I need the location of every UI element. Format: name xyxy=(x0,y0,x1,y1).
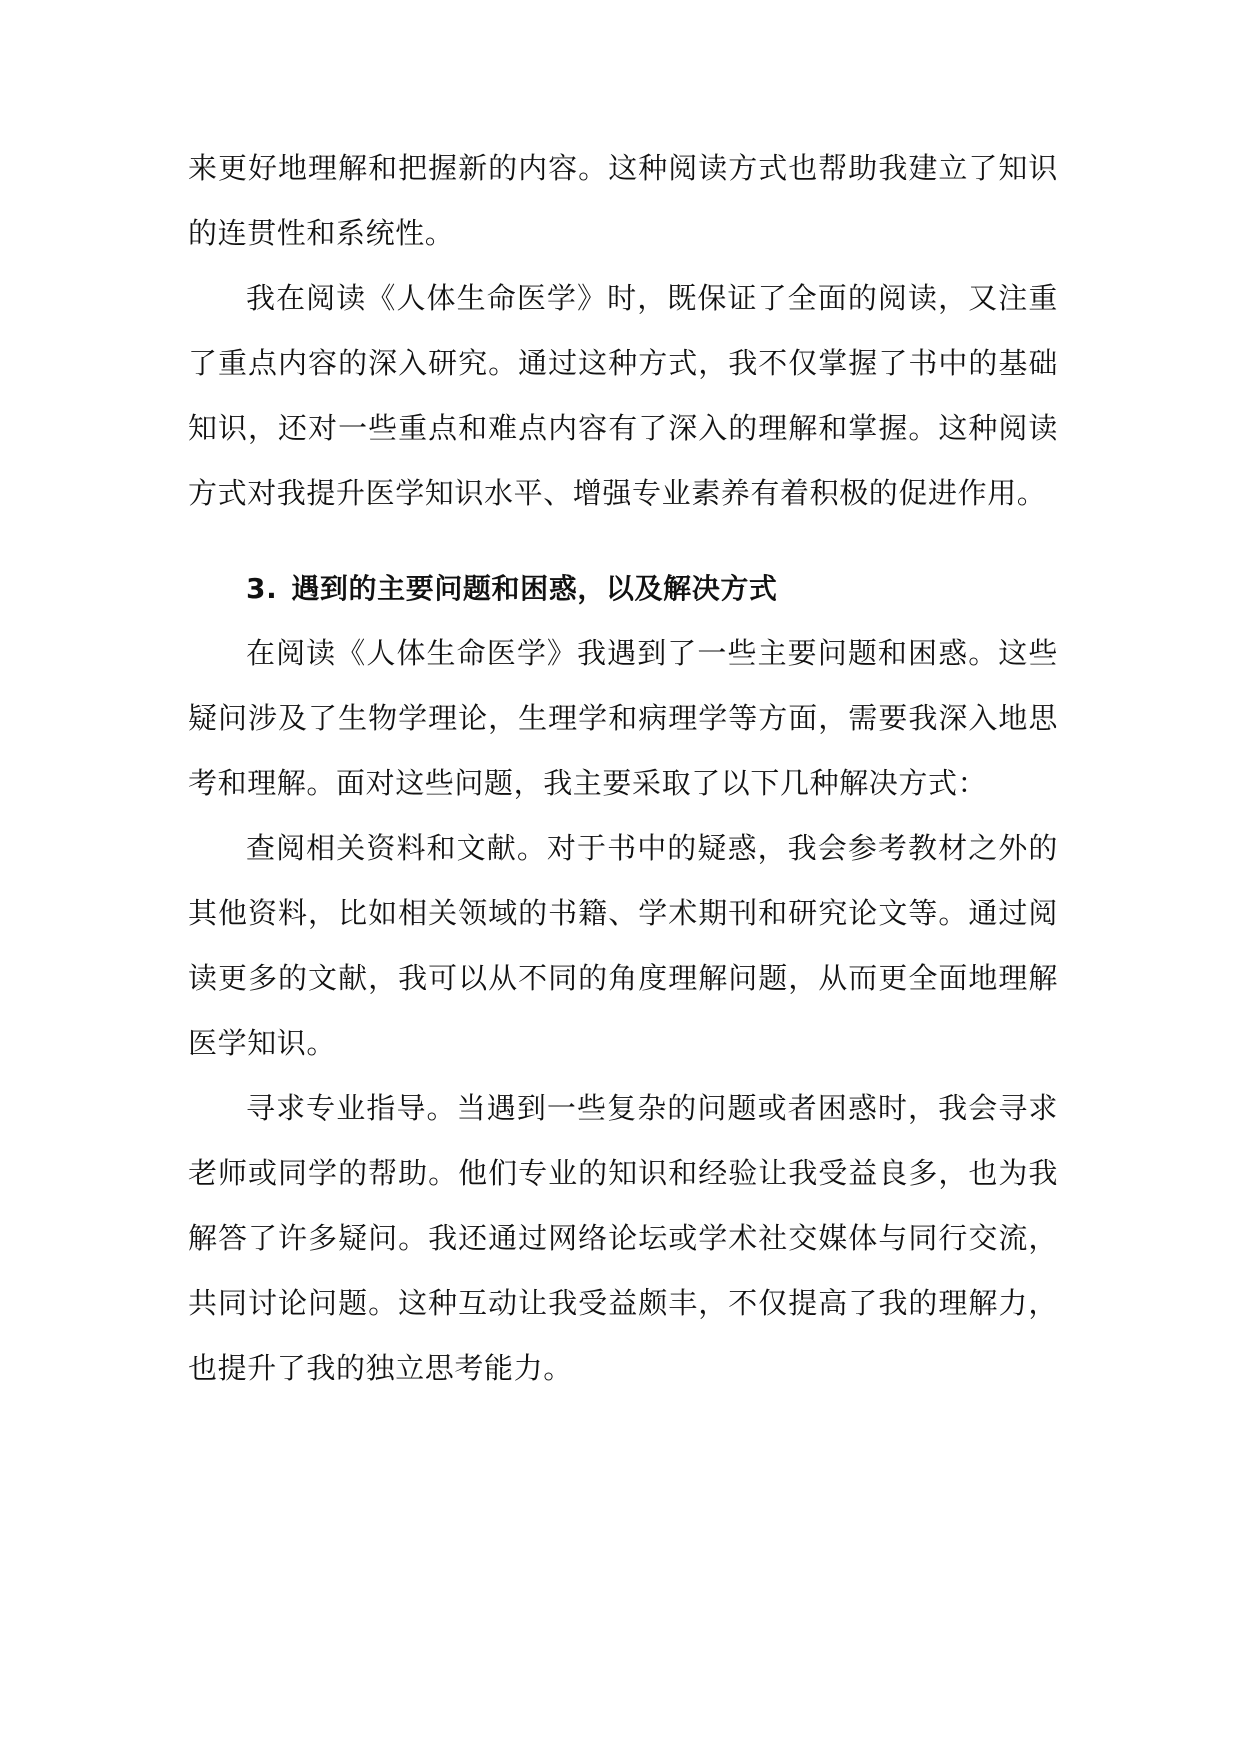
paragraph-continuation: 来更好地理解和把握新的内容。这种阅读方式也帮助我建立了知识的连贯性和系统性。 xyxy=(188,151,1058,250)
paragraph-consult-literature: 查阅相关资料和文献。对于书中的疑惑，我会参考教材之外的其他资料，比如相关领域的书籍、学术期刊和研究论文等。通过阅读更多的文献，我可以从不同的角度理解问题，从而更全面地理解医学知识。 xyxy=(188,831,1058,1060)
section-heading xyxy=(188,556,1058,621)
document-body xyxy=(188,136,1058,1401)
section-title: 遇到的主要问题和困惑，以及解决方式 xyxy=(291,572,778,605)
section-number: 3. xyxy=(246,572,278,605)
paragraph-reading-method: 我在阅读《人体生命医学》时，既保证了全面的阅读，又注重了重点内容的深入研究。通过这种方式，我不仅掌握了书中的基础知识，还对一些重点和难点内容有了深入的理解和掌握。这种阅读方式对我提升医学知识水平、增强专业素养有着积极的促进作用。 xyxy=(188,281,1058,510)
paragraph-seek-guidance: 寻求专业指导。当遇到一些复杂的问题或者困惑时，我会寻求老师或同学的帮助。他们专业的知识和经验让我受益良多，也为我解答了许多疑问。我还通过网络论坛或学术社交媒体与同行交流，共同讨论问题。这种互动让我受益颇丰，不仅提高了我的理解力，也提升了我的独立思考能力。 xyxy=(188,1091,1058,1385)
paragraph-problems-intro: 在阅读《人体生命医学》我遇到了一些主要问题和困惑。这些疑问涉及了生物学理论，生理学和病理学等方面，需要我深入地思考和理解。面对这些问题，我主要采取了以下几种解决方式： xyxy=(188,636,1058,800)
